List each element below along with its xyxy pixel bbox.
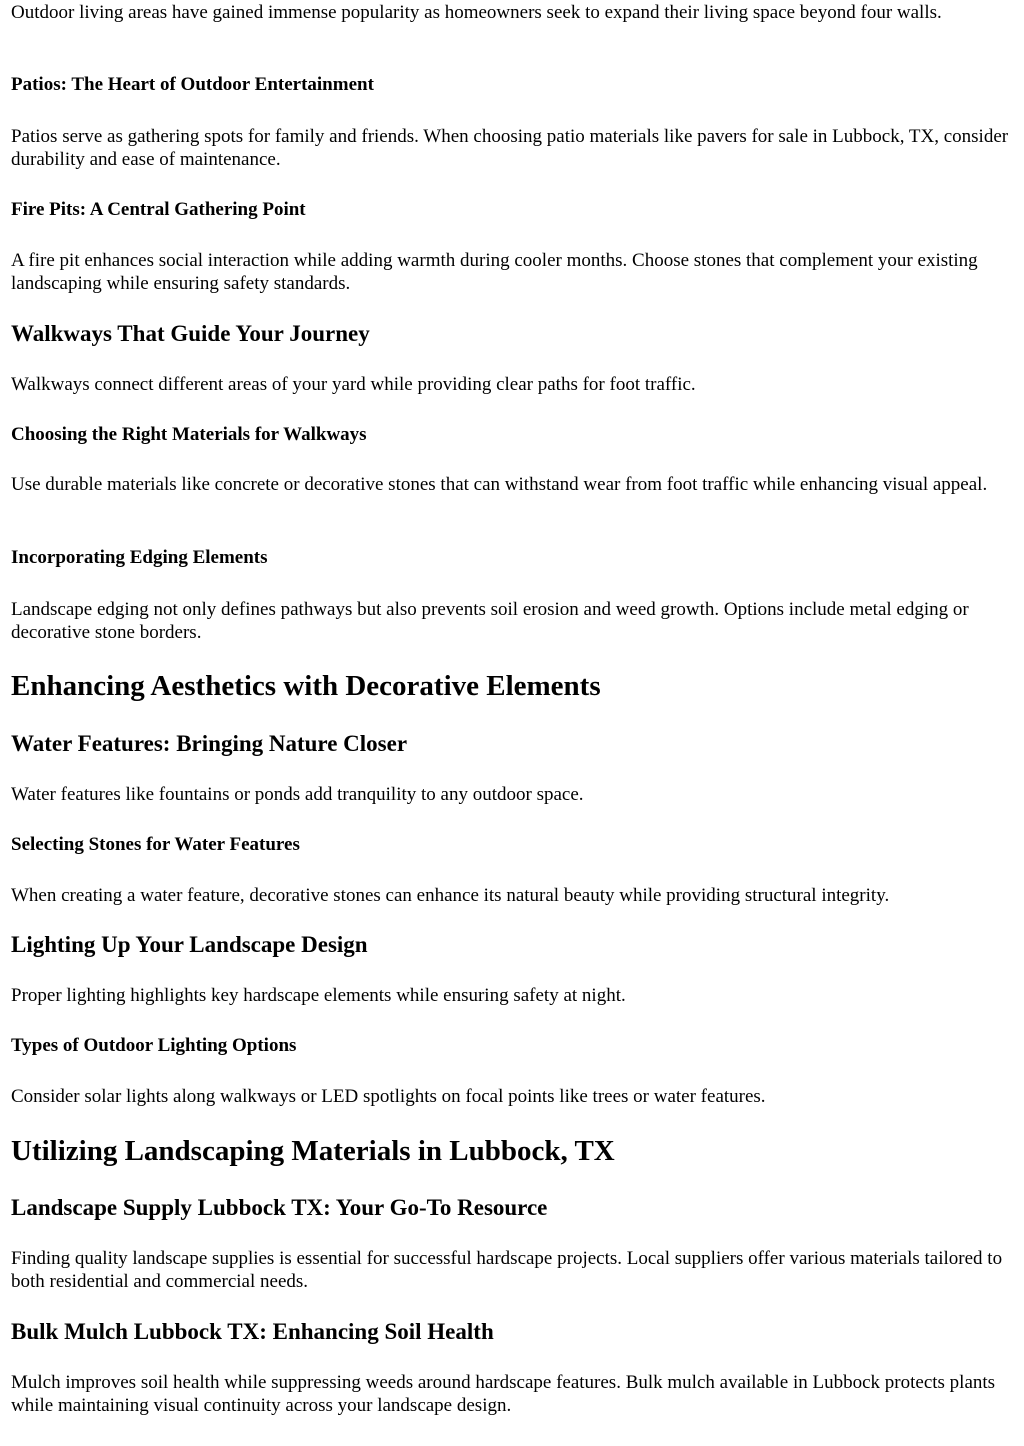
lighting-types-heading: Types of Outdoor Lighting Options <box>11 1035 297 1056</box>
edging-paragraph: Landscape edging not only defines pathways but also prevents soil erosion and weed growth. Options include metal edging or decorative stone borders. <box>11 599 969 643</box>
stones-heading: Selecting Stones for Water Features <box>11 834 300 855</box>
edging-heading: Incorporating Edging Elements <box>11 547 268 568</box>
walkway-materials-paragraph: Use durable materials like concrete or decorative stones that can withstand wear from foot traffic while enhancing visual appeal. <box>11 474 988 495</box>
lighting-types-paragraph: Consider solar lights along walkways or LED spotlights on focal points like trees or water features. <box>11 1086 766 1107</box>
patios-paragraph: Patios serve as gathering spots for family and friends. When choosing patio materials like pavers for sale in Lubbock, TX, consider durability and ease of maintenance. <box>11 126 1009 170</box>
fire-pits-heading: Fire Pits: A Central Gathering Point <box>11 199 306 220</box>
bulk-mulch-paragraph: Mulch improves soil health while suppressing weeds around hardscape features. Bulk mulch available in Lubbock protects plants while maintaining visual continuity across your landscape design. <box>11 1372 996 1416</box>
water-features-paragraph: Water features like fountains or ponds add tranquility to any outdoor space. <box>11 784 584 805</box>
walkways-paragraph: Walkways connect different areas of your yard while providing clear paths for foot traffic. <box>11 374 696 395</box>
landscape-supply-heading: Landscape Supply Lubbock TX: Your Go-To Resource <box>11 1195 548 1220</box>
fire-pits-paragraph: A fire pit enhances social interaction while adding warmth during cooler months. Choose stones that complement your existing landscaping while ensuring safety standards. <box>11 250 978 294</box>
walkway-materials-heading: Choosing the Right Materials for Walkways <box>11 424 367 445</box>
water-features-heading: Water Features: Bringing Nature Closer <box>11 731 408 756</box>
landscape-supply-paragraph: Finding quality landscape supplies is essential for successful hardscape projects. Local suppliers offer various materials tailored to both residential and commercial needs. <box>11 1248 1003 1292</box>
stones-paragraph: When creating a water feature, decorative stones can enhance its natural beauty while providing structural integrity. <box>11 885 890 906</box>
materials-heading: Utilizing Landscaping Materials in Lubbock, TX <box>11 1135 615 1167</box>
bulk-mulch-heading: Bulk Mulch Lubbock TX: Enhancing Soil Health <box>11 1319 494 1344</box>
patios-heading: Patios: The Heart of Outdoor Entertainment <box>11 74 374 95</box>
intro-paragraph: Outdoor living areas have gained immense popularity as homeowners seek to expand their living space beyond four walls. <box>11 2 942 23</box>
lighting-paragraph: Proper lighting highlights key hardscape elements while ensuring safety at night. <box>11 985 626 1006</box>
aesthetics-heading: Enhancing Aesthetics with Decorative Elements <box>11 670 601 702</box>
walkways-heading: Walkways That Guide Your Journey <box>11 321 370 346</box>
lighting-heading: Lighting Up Your Landscape Design <box>11 932 368 957</box>
